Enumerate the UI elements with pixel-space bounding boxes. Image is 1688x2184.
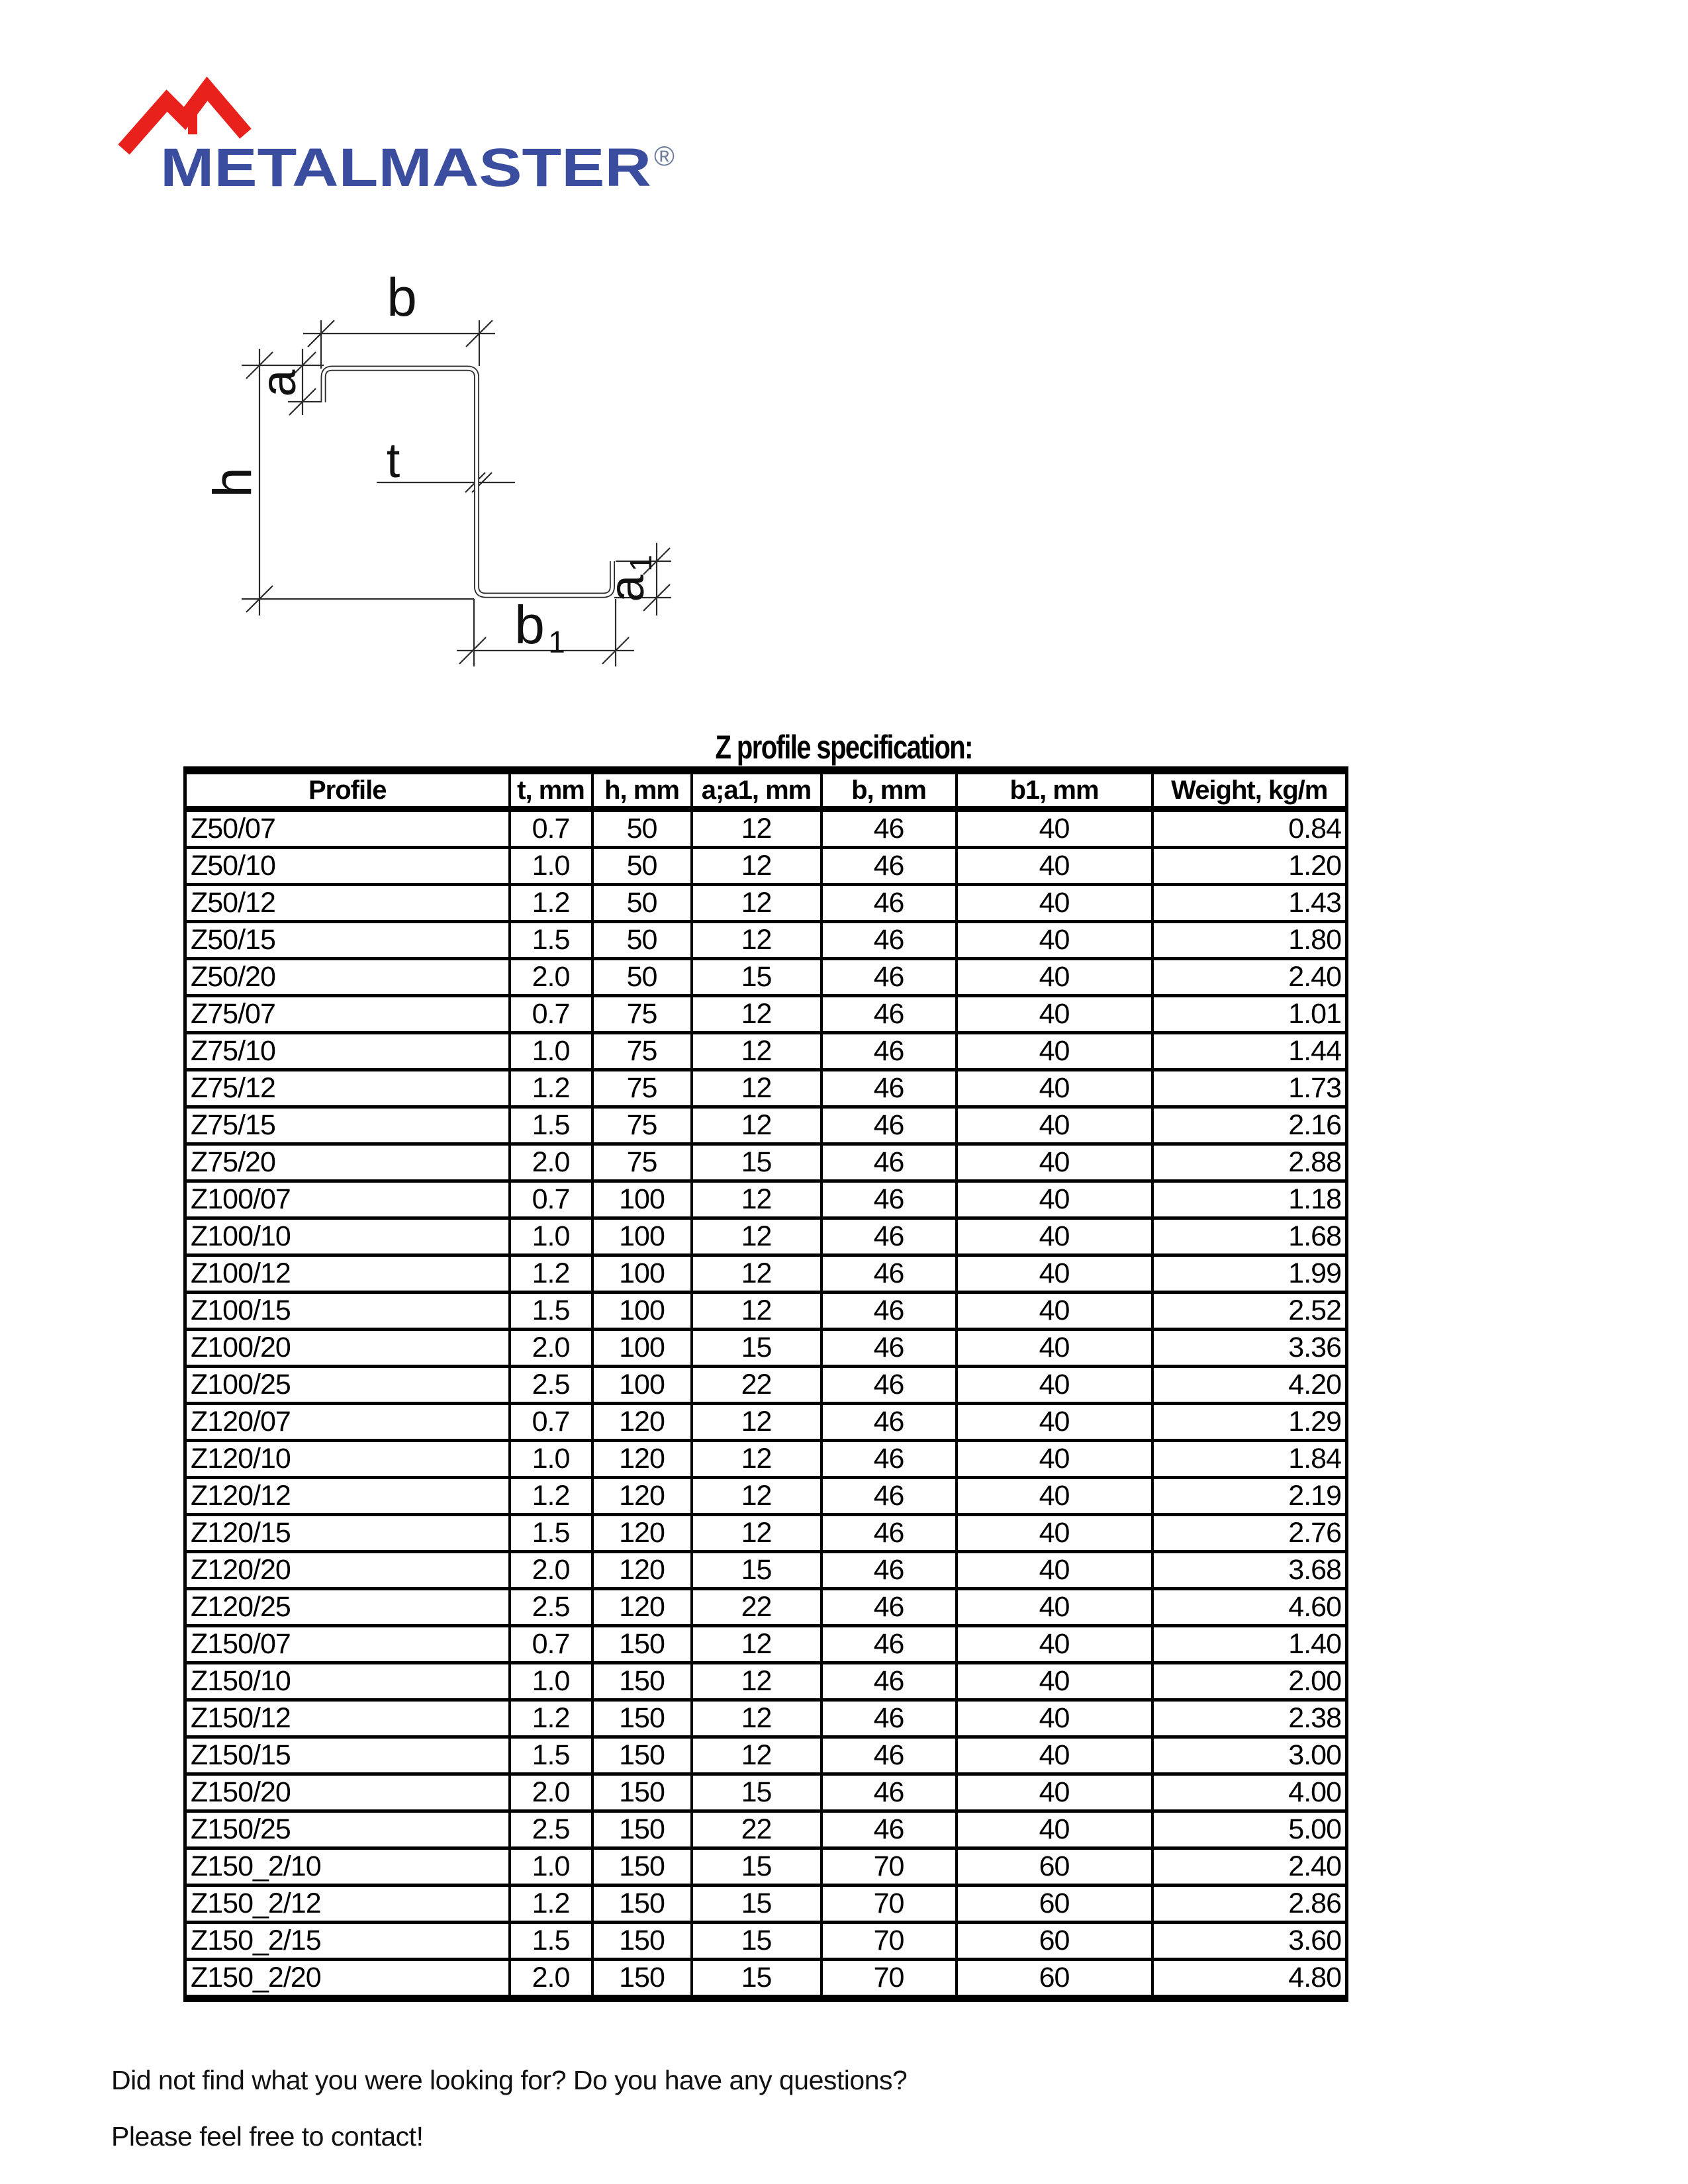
cell-b-mm: 46 xyxy=(821,1033,957,1070)
cell-b-mm: 46 xyxy=(821,1367,957,1404)
table-row xyxy=(185,1960,1347,1999)
cell-b-mm: 70 xyxy=(821,1886,957,1923)
cell-weight-kg-m: 2.38 xyxy=(1152,1700,1347,1737)
cell-weight-kg-m: 2.52 xyxy=(1152,1293,1347,1330)
cell-weight-kg-m: 3.36 xyxy=(1152,1330,1347,1367)
cell-h-mm: 150 xyxy=(592,1774,692,1811)
cell-profile: Z120/20 xyxy=(185,1552,510,1589)
cell-a-a1-mm: 12 xyxy=(692,922,821,959)
table-row xyxy=(185,922,1347,959)
cell-h-mm: 100 xyxy=(592,1330,692,1367)
dim-label-t: t xyxy=(386,433,400,488)
column-header-a-a1-mm: a;a1, mm xyxy=(692,770,821,809)
cell-t-mm: 1.2 xyxy=(510,1255,592,1293)
cell-a-a1-mm: 12 xyxy=(692,809,821,848)
cell-weight-kg-m: 2.40 xyxy=(1152,959,1347,996)
cell-b1-mm: 40 xyxy=(957,1144,1152,1181)
cell-h-mm: 50 xyxy=(592,959,692,996)
cell-b-mm: 46 xyxy=(821,1515,957,1552)
cell-weight-kg-m: 2.40 xyxy=(1152,1848,1347,1886)
cell-b1-mm: 40 xyxy=(957,1441,1152,1478)
cell-a-a1-mm: 12 xyxy=(692,1700,821,1737)
cell-t-mm: 0.7 xyxy=(510,1404,592,1441)
cell-h-mm: 150 xyxy=(592,1663,692,1700)
cell-profile: Z150_2/12 xyxy=(185,1886,510,1923)
cell-profile: Z150_2/15 xyxy=(185,1923,510,1960)
cell-profile: Z50/10 xyxy=(185,848,510,885)
cell-h-mm: 120 xyxy=(592,1404,692,1441)
cell-h-mm: 50 xyxy=(592,848,692,885)
cell-h-mm: 100 xyxy=(592,1218,692,1255)
cell-profile: Z50/12 xyxy=(185,885,510,922)
cell-b-mm: 46 xyxy=(821,1811,957,1848)
cell-b1-mm: 40 xyxy=(957,1478,1152,1515)
logo-brand-text: METALMASTER xyxy=(160,138,651,198)
cell-b1-mm: 40 xyxy=(957,1033,1152,1070)
spec-table xyxy=(183,766,1348,2002)
column-header-h-mm: h, mm xyxy=(592,770,692,809)
cell-profile: Z150/20 xyxy=(185,1774,510,1811)
table-row xyxy=(185,1367,1347,1404)
table-row xyxy=(185,1811,1347,1848)
cell-profile: Z120/10 xyxy=(185,1441,510,1478)
cell-h-mm: 50 xyxy=(592,922,692,959)
cell-profile: Z100/07 xyxy=(185,1181,510,1218)
cell-a-a1-mm: 15 xyxy=(692,1774,821,1811)
cell-t-mm: 2.5 xyxy=(510,1367,592,1404)
dim-label-h: h xyxy=(203,467,263,498)
dim-label-b1: b xyxy=(514,595,545,655)
cell-b1-mm: 40 xyxy=(957,1626,1152,1663)
cell-a-a1-mm: 12 xyxy=(692,1478,821,1515)
cell-b1-mm: 40 xyxy=(957,1293,1152,1330)
cell-profile: Z75/15 xyxy=(185,1107,510,1144)
cell-b-mm: 46 xyxy=(821,1181,957,1218)
cell-t-mm: 0.7 xyxy=(510,1626,592,1663)
cell-b-mm: 46 xyxy=(821,1774,957,1811)
cell-profile: Z100/20 xyxy=(185,1330,510,1367)
cell-a-a1-mm: 15 xyxy=(692,1923,821,1960)
cell-a-a1-mm: 12 xyxy=(692,1070,821,1107)
cell-t-mm: 0.7 xyxy=(510,996,592,1033)
cell-b1-mm: 40 xyxy=(957,959,1152,996)
cell-weight-kg-m: 2.76 xyxy=(1152,1515,1347,1552)
cell-b-mm: 46 xyxy=(821,1218,957,1255)
column-header-weight: Weight, kg/m xyxy=(1152,770,1347,809)
z-profile-diagram xyxy=(0,0,1688,702)
cell-weight-kg-m: 3.60 xyxy=(1152,1923,1347,1960)
column-header-profile: Profile xyxy=(185,770,510,809)
cell-b1-mm: 40 xyxy=(957,1107,1152,1144)
cell-b-mm: 46 xyxy=(821,1478,957,1515)
cell-weight-kg-m: 2.00 xyxy=(1152,1663,1347,1700)
cell-b1-mm: 40 xyxy=(957,1774,1152,1811)
column-header-b1-mm: b1, mm xyxy=(957,770,1152,809)
cell-a-a1-mm: 12 xyxy=(692,1737,821,1774)
table-row xyxy=(185,1107,1347,1144)
cell-profile: Z75/10 xyxy=(185,1033,510,1070)
cell-t-mm: 0.7 xyxy=(510,809,592,848)
column-header-t-mm: t, mm xyxy=(510,770,592,809)
cell-profile: Z100/25 xyxy=(185,1367,510,1404)
cell-b1-mm: 40 xyxy=(957,885,1152,922)
cell-h-mm: 150 xyxy=(592,1960,692,1999)
cell-t-mm: 1.0 xyxy=(510,1218,592,1255)
cell-profile: Z150_2/10 xyxy=(185,1848,510,1886)
cell-a-a1-mm: 12 xyxy=(692,1107,821,1144)
cell-b1-mm: 60 xyxy=(957,1848,1152,1886)
cell-weight-kg-m: 1.80 xyxy=(1152,922,1347,959)
cell-h-mm: 150 xyxy=(592,1626,692,1663)
cell-weight-kg-m: 0.84 xyxy=(1152,809,1347,848)
cell-profile: Z150/15 xyxy=(185,1737,510,1774)
cell-t-mm: 1.0 xyxy=(510,1848,592,1886)
cell-b-mm: 46 xyxy=(821,1293,957,1330)
table-header-row xyxy=(185,770,1347,809)
cell-h-mm: 75 xyxy=(592,1107,692,1144)
table-row xyxy=(185,1663,1347,1700)
cell-b1-mm: 40 xyxy=(957,1552,1152,1589)
cell-b1-mm: 40 xyxy=(957,1218,1152,1255)
cell-t-mm: 2.0 xyxy=(510,1144,592,1181)
cell-b-mm: 46 xyxy=(821,809,957,848)
cell-weight-kg-m: 2.16 xyxy=(1152,1107,1347,1144)
cell-t-mm: 2.0 xyxy=(510,959,592,996)
cell-t-mm: 1.0 xyxy=(510,848,592,885)
cell-h-mm: 120 xyxy=(592,1589,692,1626)
cell-h-mm: 150 xyxy=(592,1700,692,1737)
cell-h-mm: 50 xyxy=(592,885,692,922)
dim-label-a1-sub: 1 xyxy=(624,555,658,572)
table-row xyxy=(185,1589,1347,1626)
cell-t-mm: 1.2 xyxy=(510,1070,592,1107)
cell-a-a1-mm: 15 xyxy=(692,1552,821,1589)
cell-weight-kg-m: 1.44 xyxy=(1152,1033,1347,1070)
cell-profile: Z75/12 xyxy=(185,1070,510,1107)
cell-profile: Z50/20 xyxy=(185,959,510,996)
cell-h-mm: 100 xyxy=(592,1181,692,1218)
cell-h-mm: 75 xyxy=(592,1144,692,1181)
cell-weight-kg-m: 1.01 xyxy=(1152,996,1347,1033)
cell-h-mm: 120 xyxy=(592,1515,692,1552)
cell-t-mm: 1.5 xyxy=(510,1293,592,1330)
cell-h-mm: 120 xyxy=(592,1478,692,1515)
cell-a-a1-mm: 15 xyxy=(692,1886,821,1923)
cell-b1-mm: 60 xyxy=(957,1923,1152,1960)
cell-weight-kg-m: 4.60 xyxy=(1152,1589,1347,1626)
footer-question-text: Did not find what you were looking for? Do you have any questions? xyxy=(111,2065,908,2095)
cell-b1-mm: 40 xyxy=(957,996,1152,1033)
cell-t-mm: 1.5 xyxy=(510,922,592,959)
cell-weight-kg-m: 1.73 xyxy=(1152,1070,1347,1107)
cell-a-a1-mm: 12 xyxy=(692,996,821,1033)
cell-a-a1-mm: 22 xyxy=(692,1811,821,1848)
cell-t-mm: 2.0 xyxy=(510,1552,592,1589)
cell-h-mm: 150 xyxy=(592,1848,692,1886)
cell-profile: Z100/12 xyxy=(185,1255,510,1293)
cell-t-mm: 1.5 xyxy=(510,1923,592,1960)
dimension-lines xyxy=(242,320,671,666)
cell-b1-mm: 40 xyxy=(957,1404,1152,1441)
cell-profile: Z150/12 xyxy=(185,1700,510,1737)
cell-a-a1-mm: 12 xyxy=(692,1663,821,1700)
cell-weight-kg-m: 4.00 xyxy=(1152,1774,1347,1811)
cell-t-mm: 2.0 xyxy=(510,1960,592,1999)
cell-t-mm: 1.5 xyxy=(510,1515,592,1552)
cell-weight-kg-m: 2.86 xyxy=(1152,1886,1347,1923)
cell-b-mm: 46 xyxy=(821,1330,957,1367)
cell-t-mm: 1.0 xyxy=(510,1033,592,1070)
cell-t-mm: 1.0 xyxy=(510,1441,592,1478)
table-row xyxy=(185,1774,1347,1811)
table-row xyxy=(185,1478,1347,1515)
cell-h-mm: 120 xyxy=(592,1441,692,1478)
cell-profile: Z150/25 xyxy=(185,1811,510,1848)
cell-weight-kg-m: 4.80 xyxy=(1152,1960,1347,1999)
dim-label-b: b xyxy=(387,267,417,328)
cell-t-mm: 1.2 xyxy=(510,1478,592,1515)
cell-weight-kg-m: 4.20 xyxy=(1152,1367,1347,1404)
table-row xyxy=(185,996,1347,1033)
cell-profile: Z50/15 xyxy=(185,922,510,959)
table-row xyxy=(185,1255,1347,1293)
table-row xyxy=(185,848,1347,885)
table-row xyxy=(185,1144,1347,1181)
table-row xyxy=(185,1626,1347,1663)
cell-b-mm: 46 xyxy=(821,1404,957,1441)
cell-b-mm: 46 xyxy=(821,996,957,1033)
cell-b-mm: 46 xyxy=(821,1144,957,1181)
cell-t-mm: 1.2 xyxy=(510,1886,592,1923)
cell-profile: Z50/07 xyxy=(191,813,275,844)
cell-weight-kg-m: 5.00 xyxy=(1152,1811,1347,1848)
cell-b-mm: 46 xyxy=(821,1255,957,1293)
cell-h-mm: 100 xyxy=(592,1367,692,1404)
cell-h-mm: 100 xyxy=(592,1293,692,1330)
dim-label-a: a xyxy=(251,369,306,397)
cell-b1-mm: 40 xyxy=(957,1255,1152,1293)
table-row xyxy=(185,885,1347,922)
cell-b1-mm: 40 xyxy=(957,809,1152,848)
cell-b-mm: 46 xyxy=(821,885,957,922)
cell-t-mm: 1.2 xyxy=(510,885,592,922)
cell-b1-mm: 40 xyxy=(957,1515,1152,1552)
cell-b-mm: 70 xyxy=(821,1848,957,1886)
table-row xyxy=(185,1441,1347,1478)
cell-b1-mm: 40 xyxy=(957,922,1152,959)
cell-b1-mm: 40 xyxy=(957,1181,1152,1218)
cell-weight-kg-m: 3.68 xyxy=(1152,1552,1347,1589)
cell-a-a1-mm: 12 xyxy=(692,1626,821,1663)
table-row xyxy=(185,1886,1347,1923)
cell-b1-mm: 40 xyxy=(957,1367,1152,1404)
column-header-b-mm: b, mm xyxy=(821,770,957,809)
cell-a-a1-mm: 12 xyxy=(692,848,821,885)
cell-a-a1-mm: 12 xyxy=(692,1441,821,1478)
cell-h-mm: 120 xyxy=(592,1552,692,1589)
cell-b1-mm: 40 xyxy=(957,1700,1152,1737)
cell-t-mm: 2.0 xyxy=(510,1330,592,1367)
cell-b-mm: 46 xyxy=(821,1441,957,1478)
cell-b1-mm: 40 xyxy=(957,1811,1152,1848)
table-row xyxy=(185,1923,1347,1960)
table-row xyxy=(185,1218,1347,1255)
footer-contact-text: Please feel free to contact! xyxy=(111,2121,424,2152)
cell-b-mm: 70 xyxy=(821,1960,957,1999)
cell-a-a1-mm: 15 xyxy=(692,1144,821,1181)
cell-b-mm: 46 xyxy=(821,1589,957,1626)
cell-weight-kg-m: 2.88 xyxy=(1152,1144,1347,1181)
cell-b1-mm: 40 xyxy=(957,1070,1152,1107)
table-row xyxy=(185,1404,1347,1441)
cell-b-mm: 46 xyxy=(821,922,957,959)
cell-profile: Z100/10 xyxy=(185,1218,510,1255)
table-row xyxy=(185,1700,1347,1737)
cell-a-a1-mm: 12 xyxy=(692,1181,821,1218)
cell-t-mm: 0.7 xyxy=(510,1181,592,1218)
table-row xyxy=(185,1737,1347,1774)
cell-b-mm: 46 xyxy=(821,1663,957,1700)
cell-a-a1-mm: 15 xyxy=(692,1960,821,1999)
cell-h-mm: 150 xyxy=(592,1811,692,1848)
cell-profile: Z75/20 xyxy=(185,1144,510,1181)
cell-b1-mm: 40 xyxy=(957,848,1152,885)
cell-weight-kg-m: 1.40 xyxy=(1152,1626,1347,1663)
cell-t-mm: 1.5 xyxy=(510,1107,592,1144)
cell-h-mm: 75 xyxy=(592,1070,692,1107)
cell-weight-kg-m: 1.18 xyxy=(1152,1181,1347,1218)
cell-weight-kg-m: 2.19 xyxy=(1152,1478,1347,1515)
cell-profile: Z120/12 xyxy=(185,1478,510,1515)
dim-label-a1: a xyxy=(599,574,654,602)
table-row xyxy=(185,959,1347,996)
cell-b-mm: 46 xyxy=(821,1552,957,1589)
cell-weight-kg-m: 1.29 xyxy=(1152,1404,1347,1441)
cell-b-mm: 46 xyxy=(821,1070,957,1107)
cell-profile: Z120/25 xyxy=(185,1589,510,1626)
cell-weight-kg-m: 3.00 xyxy=(1152,1737,1347,1774)
cell-b1-mm: 60 xyxy=(957,1960,1152,1999)
table-row xyxy=(185,809,1347,848)
cell-a-a1-mm: 22 xyxy=(692,1367,821,1404)
table-row xyxy=(185,1293,1347,1330)
cell-h-mm: 150 xyxy=(592,1923,692,1960)
cell-profile: Z120/15 xyxy=(185,1515,510,1552)
table-row xyxy=(185,1515,1347,1552)
cell-t-mm: 1.0 xyxy=(510,1663,592,1700)
cell-b-mm: 46 xyxy=(821,1107,957,1144)
cell-t-mm: 2.5 xyxy=(510,1811,592,1848)
cell-h-mm: 100 xyxy=(592,1255,692,1293)
cell-h-mm: 75 xyxy=(592,996,692,1033)
cell-weight-kg-m: 1.43 xyxy=(1152,885,1347,922)
cell-b-mm: 46 xyxy=(821,848,957,885)
cell-b-mm: 46 xyxy=(821,1700,957,1737)
cell-b1-mm: 40 xyxy=(957,1330,1152,1367)
table-row xyxy=(185,1552,1347,1589)
cell-a-a1-mm: 15 xyxy=(692,959,821,996)
table-row xyxy=(185,1181,1347,1218)
cell-a-a1-mm: 12 xyxy=(692,1293,821,1330)
table-title: Z profile specification: xyxy=(715,729,973,766)
cell-a-a1-mm: 15 xyxy=(692,1330,821,1367)
dim-label-b1-sub: 1 xyxy=(548,625,565,659)
cell-h-mm: 50 xyxy=(592,809,692,848)
cell-weight-kg-m: 1.84 xyxy=(1152,1441,1347,1478)
cell-a-a1-mm: 12 xyxy=(692,885,821,922)
cell-b-mm: 46 xyxy=(821,959,957,996)
cell-b-mm: 70 xyxy=(821,1923,957,1960)
table-row xyxy=(185,1848,1347,1886)
cell-t-mm: 1.5 xyxy=(510,1737,592,1774)
cell-t-mm: 1.2 xyxy=(510,1700,592,1737)
cell-a-a1-mm: 12 xyxy=(692,1255,821,1293)
cell-h-mm: 150 xyxy=(592,1886,692,1923)
cell-a-a1-mm: 12 xyxy=(692,1404,821,1441)
table-row xyxy=(185,1033,1347,1070)
cell-profile: Z150/07 xyxy=(185,1626,510,1663)
cell-h-mm: 75 xyxy=(592,1033,692,1070)
cell-b-mm: 46 xyxy=(821,1626,957,1663)
cell-a-a1-mm: 15 xyxy=(692,1848,821,1886)
cell-a-a1-mm: 12 xyxy=(692,1218,821,1255)
cell-profile: Z100/15 xyxy=(185,1293,510,1330)
cell-profile: Z150_2/20 xyxy=(185,1960,510,1999)
cell-b1-mm: 40 xyxy=(957,1589,1152,1626)
cell-profile: Z150/10 xyxy=(185,1663,510,1700)
registered-mark-icon: ® xyxy=(654,140,675,171)
cell-t-mm: 2.5 xyxy=(510,1589,592,1626)
cell-b1-mm: 40 xyxy=(957,1663,1152,1700)
cell-a-a1-mm: 12 xyxy=(692,1515,821,1552)
cell-b1-mm: 40 xyxy=(957,1737,1152,1774)
cell-profile: Z120/07 xyxy=(185,1404,510,1441)
cell-b1-mm: 60 xyxy=(957,1886,1152,1923)
cell-b-mm: 46 xyxy=(821,1737,957,1774)
cell-a-a1-mm: 22 xyxy=(692,1589,821,1626)
cell-h-mm: 150 xyxy=(592,1737,692,1774)
cell-a-a1-mm: 12 xyxy=(692,1033,821,1070)
cell-weight-kg-m: 1.20 xyxy=(1152,848,1347,885)
table-row xyxy=(185,1070,1347,1107)
cell-t-mm: 2.0 xyxy=(510,1774,592,1811)
cell-profile: Z75/07 xyxy=(185,996,510,1033)
table-row xyxy=(185,1330,1347,1367)
cell-weight-kg-m: 1.99 xyxy=(1152,1255,1347,1293)
cell-weight-kg-m: 1.68 xyxy=(1152,1218,1347,1255)
